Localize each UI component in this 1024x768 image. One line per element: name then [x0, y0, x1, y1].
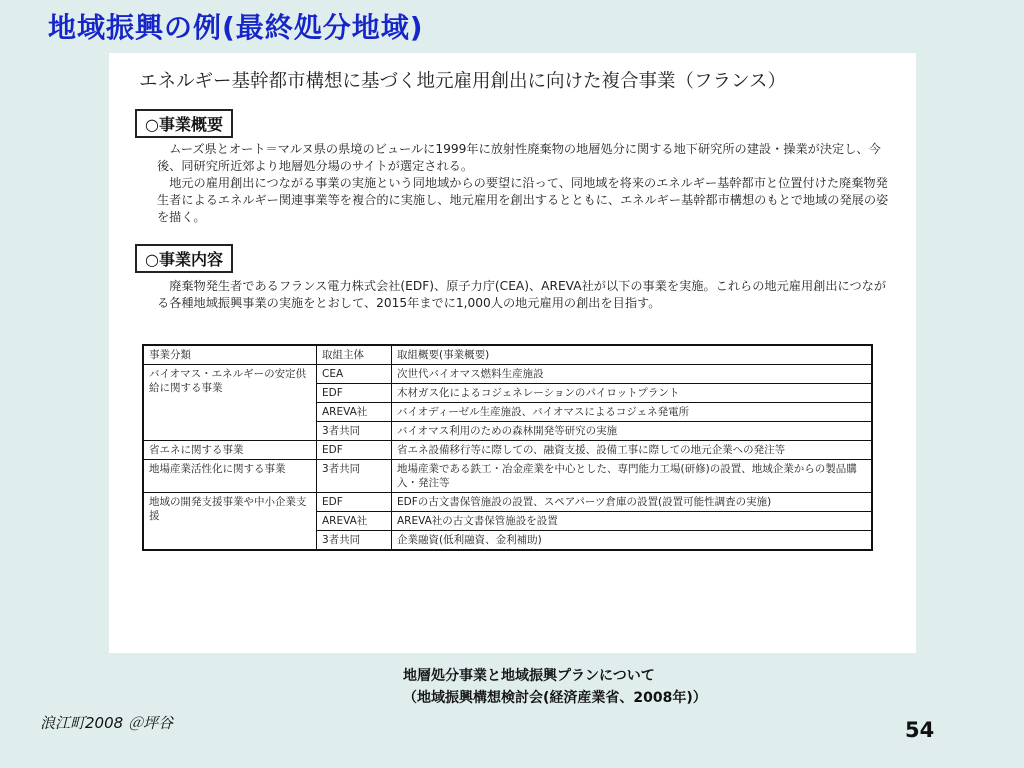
slide-title: 地域振興の例(最終処分地域) [48, 11, 424, 44]
caption-line-1: 地層処分事業と地域振興プランについて [403, 668, 655, 684]
actor-cell: AREVA社 [317, 512, 392, 531]
actor-cell: EDF [317, 384, 392, 403]
summary-cell: バイオディーゼル生産施設、バイオマスによるコジェネ発電所 [392, 403, 873, 422]
summary-cell: 地場産業である鉄工・冶金産業を中心とした、専門能力工場(研修)の設置、地域企業からの製品購入・発注等 [392, 460, 873, 493]
page-number: 54 [905, 718, 935, 742]
actor-cell: EDF [317, 441, 392, 460]
author-credit: 浪江町2008 ＠坪谷 [40, 714, 173, 732]
overview-paragraph-2: 地元の雇用創出につながる事業の実施という同地域からの要望に沿って、同地域を将来のエネルギー基幹都市と位置付けた廃棄物発生者によるエネルギー関連事業等を複合的に実施し、地元雇用を創出するとともに、エネルギー基幹都市構想のもとで地域の発展の姿を描く。 [157, 176, 889, 224]
source-caption [403, 665, 707, 709]
overview-text [157, 141, 892, 226]
table-row [143, 460, 872, 493]
table-row [143, 441, 872, 460]
header-actor: 取組主体 [317, 345, 392, 365]
category-cell: 省エネに関する事業 [143, 441, 317, 460]
table-row [143, 365, 872, 384]
table-header-row [143, 345, 872, 365]
summary-cell: 企業融資(低利融資、金利補助) [392, 531, 873, 551]
document-title: エネルギー基幹都市構想に基づく地元雇用創出に向けた複合事業（フランス） [139, 71, 786, 92]
category-cell: バイオマス・エネルギーの安定供給に関する事業 [143, 365, 317, 441]
category-cell: 地域の開発支援事業や中小企業支援 [143, 493, 317, 551]
actor-cell: 3者共同 [317, 531, 392, 551]
actor-cell: 3者共同 [317, 460, 392, 493]
contents-paragraph: 廃棄物発生者であるフランス電力株式会社(EDF)、原子力庁(CEA)、AREVA社が以下の事業を実施。これらの地元雇用創出につながる各種地域振興事業の実施をとおして、2015年までに1,000人の地元雇用の創出を目指す。 [157, 279, 887, 310]
header-summary: 取組概要(事業概要) [392, 345, 873, 365]
section-heading-overview: ○事業概要 [135, 109, 233, 138]
category-cell: 地場産業活性化に関する事業 [143, 460, 317, 493]
overview-paragraph-1: ムーズ県とオート＝マルヌ県の県境のビュールに1999年に放射性廃棄物の地層処分に関する地下研究所の建設・操業が決定し、今後、同研究所近郊より地層処分場のサイトが選定される。 [157, 142, 881, 173]
summary-cell: 省エネ設備移行等に際しての、融資支援、設備工事に際しての地元企業への発注等 [392, 441, 873, 460]
contents-text [157, 278, 892, 312]
actor-cell: EDF [317, 493, 392, 512]
actor-cell: 3者共同 [317, 422, 392, 441]
summary-cell: バイオマス利用のための森林開発等研究の実施 [392, 422, 873, 441]
summary-cell: EDFの古文書保管施設の設置、スペアパーツ倉庫の設置(設置可能性調査の実施) [392, 493, 873, 512]
caption-line-2: （地域振興構想検討会(経済産業省、2008年)） [403, 690, 707, 706]
actor-cell: AREVA社 [317, 403, 392, 422]
table-row [143, 493, 872, 512]
summary-cell: 次世代バイオマス燃料生産施設 [392, 365, 873, 384]
summary-cell: AREVA社の古文書保管施設を設置 [392, 512, 873, 531]
summary-cell: 木材ガス化によるコジェネレーションのパイロットプラント [392, 384, 873, 403]
section-heading-contents: ○事業内容 [135, 244, 233, 273]
project-table [142, 344, 873, 551]
actor-cell: CEA [317, 365, 392, 384]
document-image [109, 53, 916, 653]
header-category: 事業分類 [143, 345, 317, 365]
